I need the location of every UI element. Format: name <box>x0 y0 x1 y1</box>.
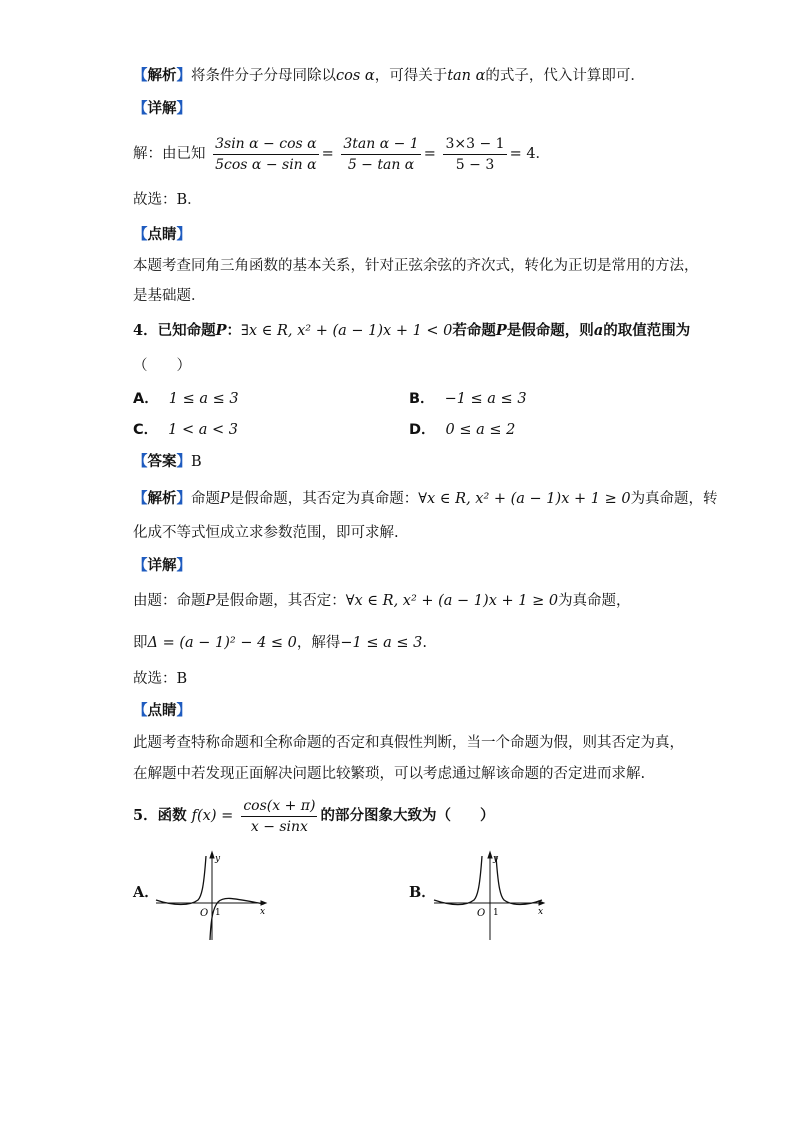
one-label: 1 <box>493 908 499 918</box>
curve-left <box>156 856 206 905</box>
q4-answer: 故选：B <box>133 671 188 687</box>
q4-option-c[interactable]: C． 1 < a < 3 <box>133 422 238 438</box>
fraction-3: $\frac{3\times 3 - 1}{5 - 3}$ <box>445 135 505 173</box>
q5-graph-a[interactable] <box>152 848 272 944</box>
one-label: 1 <box>215 908 221 918</box>
analysis-tag: 【解析】 <box>133 68 191 84</box>
x-axis-arrow <box>539 901 544 905</box>
q5-graph-b[interactable] <box>430 848 550 944</box>
q3-analysis-line: 【解析】将条件分子分母同除以cos α，可得关于tan α的式子，代入计算即可． <box>133 68 645 84</box>
q5-option-a-label[interactable]: A． <box>133 884 159 901</box>
q3-insight-line-1: 本题考查同角三角函数的基本关系，针对正弦余弦的齐次式，转化为正切是常用的方法， <box>133 258 699 274</box>
origin-label: O <box>477 908 486 919</box>
q5-stem: 5．函数 f(x) = $\frac{\cos(x + \pi)}{x - \sin x}$ 的部分图象大致为（ ） <box>133 797 495 835</box>
q3-solution-line: 解：由已知 $\frac{\text{3sin α − cos α}}{\text{5cos α − sin α}}$ = $\frac{\text{3tan α − 1}}{\text{5 − tan α}}$ = $\frac{3\times 3 - 1}{5 - 3}$ = 4． <box>133 135 551 173</box>
q4-insight-line-2: 在解题中若发现正面解决问题比较繁琐，可以考虑通过解该命题的否定进而求解. <box>133 766 646 782</box>
q4-detail-line-1: 由题：命题P是假命题，其否定：∀x ∈ R, x² + (a − 1)x + 1 ≥ 0为真命题， <box>133 593 631 609</box>
q3-answer: 故选：B． <box>133 192 202 208</box>
y-label: y <box>215 854 221 864</box>
q4-answer-line: 【答案】B <box>133 454 202 470</box>
q4-detail-line-2: 即Δ = (a − 1)² − 4 ≤ 0，解得−1 ≤ a ≤ 3. <box>133 635 427 651</box>
q3-insight-line-2: 是基础题． <box>133 288 206 304</box>
fraction-2: $\frac{\text{3tan α − 1}}{\text{5 − tan α}}$ <box>343 135 419 173</box>
x-label: x <box>260 907 266 917</box>
q4-option-b[interactable]: B． −1 ≤ a ≤ 3 <box>409 391 527 407</box>
curve-left <box>434 856 482 905</box>
q4-option-d[interactable]: D． 0 ≤ a ≤ 2 <box>409 422 516 438</box>
curve-right <box>210 898 264 940</box>
y-axis-arrow <box>210 852 214 858</box>
q5-fraction: $\frac{\cos(x + \pi)}{x - \sin x}$ <box>243 797 316 835</box>
q4-insight-line-1: 此题考查特称命题和全称命题的否定和真假性判断，当一个命题为假，则其否定为真， <box>133 735 684 751</box>
origin-label: O <box>200 908 209 919</box>
q4-insight-tag: 【点睛】 <box>133 703 191 719</box>
q4-paren: （ ） <box>133 358 191 374</box>
fraction-1: $\frac{\text{3sin α − cos α}}{\text{5cos α − sin α}}$ <box>215 135 317 173</box>
q4-stem: 4．已知命题P：∃x ∈ R, x² + (a − 1)x + 1 < 0若命题P是假命题，则a的取值范围为 <box>133 322 691 339</box>
q5-option-b-label[interactable]: B． <box>409 884 436 901</box>
y-label: y <box>493 854 499 864</box>
y-axis-arrow <box>488 852 492 858</box>
q3-insight-tag: 【点睛】 <box>133 227 191 243</box>
q3-detail-tag: 【详解】 <box>133 101 191 117</box>
curve-right <box>496 856 542 905</box>
q4-option-a[interactable]: A． 1 ≤ a ≤ 3 <box>133 391 239 407</box>
q4-detail-tag: 【详解】 <box>133 558 191 574</box>
q4-analysis-line-2: 化成不等式恒成立求参数范围，即可求解. <box>133 525 399 541</box>
x-label: x <box>538 907 544 917</box>
q4-analysis-line-1: 【解析】命题P是假命题，其否定为真命题：∀x ∈ R, x² + (a − 1)x + 1 ≥ 0为真命题，转 <box>133 491 718 507</box>
